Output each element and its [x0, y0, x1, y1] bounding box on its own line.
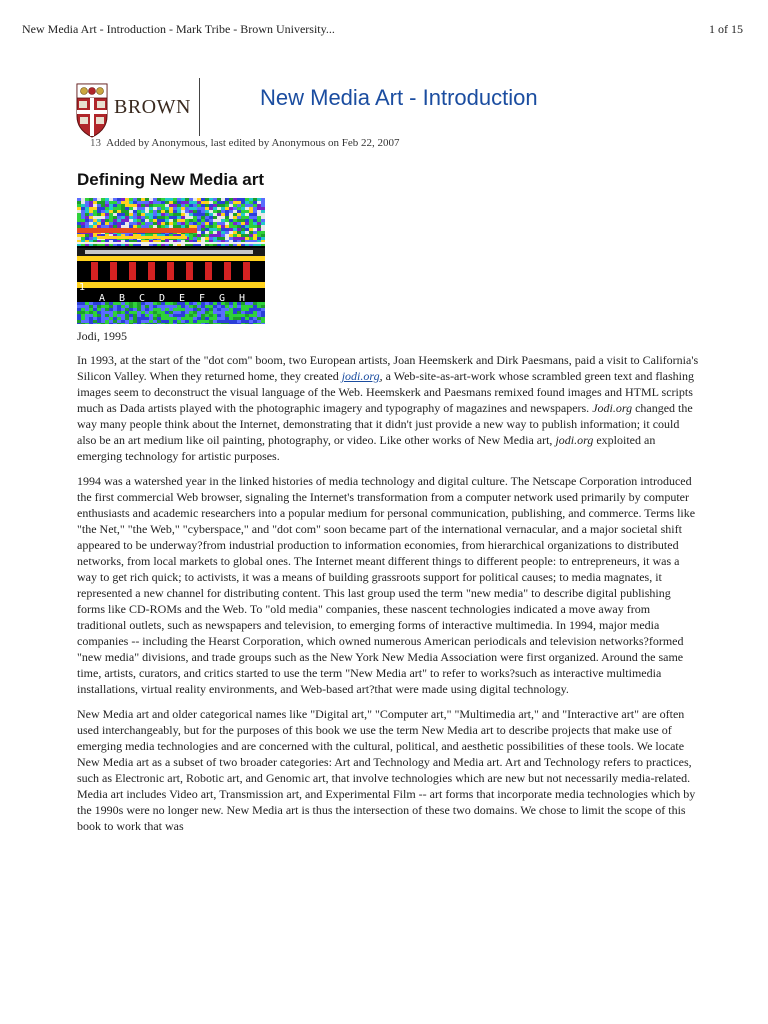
jodi-emphasis: jodi.org — [555, 433, 594, 447]
page-title: New Media Art - Introduction — [260, 85, 538, 110]
artwork-letter: C — [139, 293, 146, 304]
artwork-letter: H — [239, 293, 246, 304]
section-heading: Defining New Media art — [77, 170, 265, 189]
page-count: 1 of 15 — [709, 22, 743, 36]
brown-wordmark: BROWN — [114, 96, 191, 118]
logo-divider — [199, 78, 200, 136]
jodi-emphasis: Jodi.org — [592, 401, 633, 415]
brown-shield-icon — [76, 82, 108, 138]
meta-count: 13 — [90, 137, 101, 149]
artwork-letter: G — [219, 293, 226, 304]
meta-text: Added by Anonymous, last edited by Anonymous on Feb 22, 2007 — [106, 137, 400, 149]
paragraph-2: 1994 was a watershed year in the linked histories of media technology and digital culture. The Netscape Corporation introduced the first commercial Web browser, signaling the Internet's transformation from a computer network used primarily by computer enthusiasts and academic researchers into a popular medium for personal communication, publishing, and commerce. Terms like "the Net," "the Web," "cyberspace," and "dot com" soon became part of the international vernacular, and a major societal shift appeared to be underway?from industrial production to information economies, from hierarchical organizations to distributed networks, from local markets to global ones. The Internet meant different things to different people: to entrepreneurs, it was a way to get rich quick; to activists, it was a means of building grassroots support for political causes; to media magnates, it represented a new channel for distributing content. This last group used the term "new media" to describe digital publishing forms like CD-ROMs and the Web. To "old media" companies, these nascent technologies indicated a move away from traditional outlets, such as newspapers and television, to emerging forms of interactive multimedia. In 1994, major media companies -- including the Hearst Corporation, which owned numerous American periodicals and television networks?formed "new media" divisions, and trade groups such as the New York New Media Association were first organized. Around the same time, artists, curators, and critics started to use the term "New Media art" to refer to works?such as interactive multimedia installations, virtual reality environments, and Web-based art?that were made using digital technology. — [77, 474, 696, 696]
artwork-letter: E — [179, 293, 186, 304]
artwork-letter: B — [119, 293, 126, 304]
brown-logo[interactable] — [76, 78, 202, 140]
artwork-letter: A — [99, 293, 106, 304]
print-header-title: New Media Art - Introduction - Mark Tribe - Brown University... — [22, 22, 335, 36]
artwork-letter: F — [199, 293, 206, 304]
article-body — [77, 352, 699, 843]
jodi-artwork-image — [77, 198, 265, 324]
paragraph-1: In 1993, at the start of the "dot com" boom, two European artists, Joan Heemskerk and Dirk Paesmans, paid a visit to California's Silicon Valley. When they returned home, they created jodi.org, a Web-site-as-art-work whose scrambled green text and flashing images seem to deconstruct the visual language of the Web. Heemskerk and Paesmans remixed found images and HTML scripts much as Dada artists played with the photographic imagery and typography of magazines and newspapers. Jodi.org changed the way many people think about the Internet, demonstrating that it didn't just provide a new way to publish information; it could also be an art medium like oil painting, photography, or video. Like other works of New Media art, jodi.org exploited an emerging technology for artistic purposes. — [77, 353, 699, 463]
jodi-link[interactable]: jodi.org — [341, 369, 380, 383]
paragraph-3: New Media art and older categorical names like "Digital art," "Computer art," "Multimedia art," and "Interactive art" are often used interchangeably, but for the purposes of this book we use the term New Media art to describe projects that make use of emerging media technologies and are concerned with the cultural, political, and aesthetic possibilities of these tools. We locate New Media art as a subset of two broader categories: Art and Technology and Media art. Art and Technology refers to practices, such as Electronic art, Robotic art, and Genomic art, that involve technologies which are new but not necessarily media-related. Media art includes Video art, Transmission art, and Experimental Film -- art forms that incorporate media technologies which by the 1990s were no longer new. New Media art is thus the intersection of these two domains. We chose to limit the scope of this book to work that was — [77, 707, 696, 833]
image-caption: Jodi, 1995 — [77, 329, 128, 343]
print-header — [22, 22, 746, 38]
page-meta — [90, 137, 399, 149]
artwork-letter: D — [159, 293, 166, 304]
artwork-row-number: 1 — [79, 282, 86, 293]
